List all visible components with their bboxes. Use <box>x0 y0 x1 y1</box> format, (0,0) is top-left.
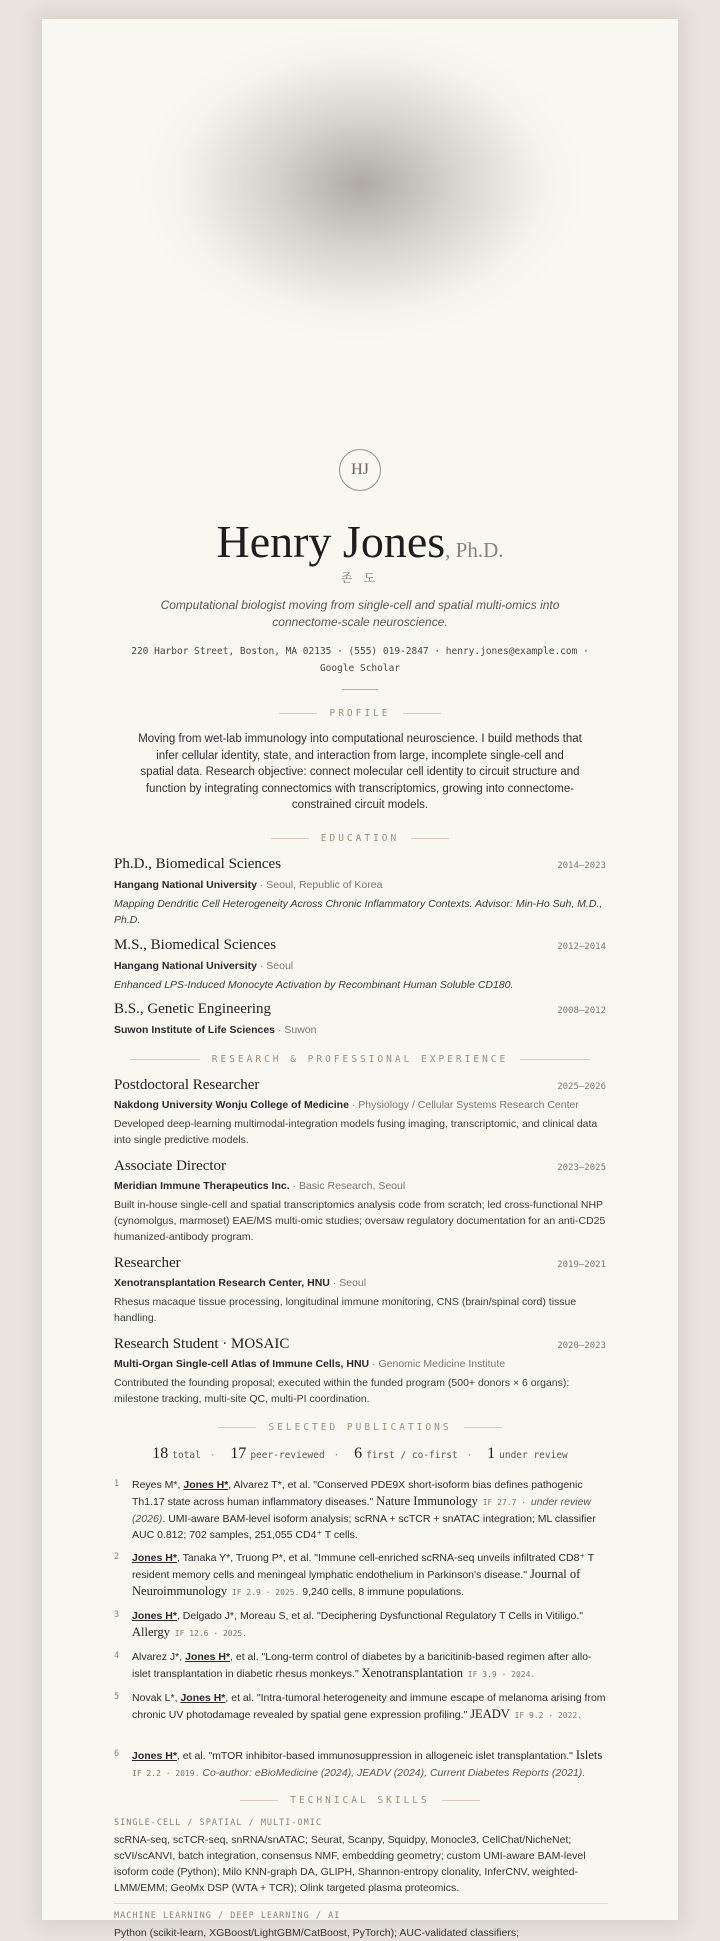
section-header-publications: SELECTED PUBLICATIONS <box>42 1420 678 1434</box>
publication-number: 5 <box>114 1692 120 1702</box>
publication-citation: Jones H*, et al. "mTOR inhibitor-based immunosuppression in allogeneic islet transplantation." Islets IF 2.2 · 2019. Co-author: eBioMedicine (2024), JEADV (2024), Current Diabetes Reports (2021). <box>132 1748 603 1779</box>
journal-name: Journal of Neuroimmunology <box>132 1567 581 1598</box>
profile-summary: Moving from wet-lab immunology into computational neuroscience. I build methods that infer cellular identity, state, and interaction from large, incomplete single-cell and spatial data. Research objective: connect molecular cell identity to circuit structure and function by integrating connectomics with transcriptomics, growing into connectome-constrained circuit models. <box>138 733 582 811</box>
experience-description: Rhesus macaque tissue processing, longitudinal immune monitoring, CNS (brain/spinal cord) tissue handling. <box>114 1296 577 1324</box>
self-author: Jones H* <box>132 1610 177 1622</box>
education-degree: Ph.D., Biomedical Sciences <box>114 856 282 872</box>
experience-org: Nakdong University Wonju College of Medicine · Physiology / Cellular Systems Research Center <box>114 1099 579 1111</box>
publication-citation: Novak L*, Jones H*, et al. "Intra-tumoral heterogeneity and immune escape of melanoma arising from chronic UV photodamage revealed by spatial gene expression profiling." JEADV IF 9.2 · 2022. <box>132 1692 606 1721</box>
experience-dates: 2023–2025 <box>557 1163 606 1173</box>
divider <box>342 689 378 690</box>
journal-name: Xenotransplantation <box>361 1666 463 1680</box>
resume-page <box>42 19 678 1939</box>
section-header-education: EDUCATION <box>42 831 678 845</box>
stat-label: total <box>172 1450 201 1461</box>
section-header-profile: PROFILE <box>42 706 678 720</box>
experience-description: Built in-house single-cell and spatial transcriptomics analysis code from scratch; led cross-functional NHP (cynomolgus, marmoset) EAE/MS multi-omic studies; oversaw regulatory documentation for an anti-CD25 humanized-antibody program. <box>114 1199 606 1243</box>
section-rule <box>271 838 309 839</box>
education-degree: M.S., Biomedical Sciences <box>114 937 277 953</box>
publication-citation: Alvarez J*, Jones H*, et al. "Long-term control of diabetes by a baricitinib-based regimen after allo-islet transplantation in diabetic rhesus monkeys." Xenotransplantation IF 3.9 · 2024. <box>132 1651 592 1680</box>
stat-number: 6 <box>354 1445 363 1462</box>
education-degree: B.S., Genetic Engineering <box>114 1001 272 1017</box>
candidate-name <box>42 515 678 568</box>
journal-name: Allergy <box>132 1625 170 1639</box>
skill-category: MACHINE LEARNING / DEEP LEARNING / AI <box>114 1911 341 1921</box>
publication-item <box>114 1550 608 1601</box>
publication-number: 1 <box>114 1479 120 1489</box>
education-school: Suwon Institute of Life Sciences · Suwon <box>114 1024 317 1036</box>
blurred-portrait-photo <box>142 29 582 339</box>
experience-role: Research Student · MOSAIC <box>114 1336 290 1352</box>
publication-number: 2 <box>114 1552 120 1562</box>
experience-dates: 2025–2026 <box>557 1082 606 1092</box>
section-header-experience: RESEARCH & PROFESSIONAL EXPERIENCE <box>42 1052 678 1066</box>
publication-citation: Reyes M*, Jones H*, Alvarez T*, et al. "Conserved PDE9X short-isoform bias defines pathogenic Th1.17 state across human inflammatory diseases." Nature Immunology IF 27.7 · under review (2026). UMI-aware BAM-level isoform analysis; scRNA + scTCR + snATAC integration; ML classifier AUC 0.812; 702 samples, 251,055 CD4⁺ T cells. <box>132 1479 596 1541</box>
stat-label: under review <box>499 1450 568 1461</box>
publication-item <box>114 1747 608 1782</box>
section-rule <box>442 1800 480 1801</box>
publication-item <box>114 1649 608 1683</box>
experience-role: Postdoctoral Researcher <box>114 1077 260 1093</box>
stat-label: peer-reviewed <box>250 1450 325 1461</box>
education-dates: 2014–2023 <box>557 861 606 871</box>
korean-name: 존 도 <box>340 571 380 585</box>
publication-item <box>114 1690 608 1724</box>
self-author: Jones H* <box>183 1479 229 1491</box>
publication-number: 4 <box>114 1651 120 1661</box>
section-rule <box>464 1427 502 1428</box>
self-author: Jones H* <box>180 1692 226 1704</box>
section-rule <box>130 1059 200 1060</box>
monogram-badge: HJ <box>339 449 381 491</box>
education-school: Hangang National University · Seoul, Republic of Korea <box>114 879 383 891</box>
section-rule <box>403 713 441 714</box>
stat-number: 18 <box>152 1445 169 1462</box>
publication-number: 3 <box>114 1610 120 1620</box>
impact-factor: IF 3.9 · 2024. <box>462 1670 536 1679</box>
education-school: Hangang National University · Seoul <box>114 960 294 972</box>
tagline: Computational biologist moving from single-cell and spatial multi-omics into connectome-scale neuroscience. <box>160 598 560 629</box>
education-dates: 2012–2014 <box>557 942 606 952</box>
stat-label: first / co-first <box>366 1450 458 1461</box>
skill-divider <box>114 1903 608 1904</box>
publication-stats: 18 total · 17 peer-reviewed · 6 first / co-first · 1 under review <box>152 1445 568 1462</box>
publication-number: 6 <box>114 1749 120 1759</box>
experience-org: Xenotransplantation Research Center, HNU · Seoul <box>114 1277 367 1289</box>
self-author: Jones H* <box>185 1651 231 1663</box>
section-rule <box>411 838 449 839</box>
impact-factor: IF 2.2 · 2019. <box>132 1769 200 1778</box>
experience-org: Meridian Immune Therapeutics Inc. · Basic Research, Seoul <box>114 1180 406 1192</box>
education-note: Mapping Dendritic Cell Heterogeneity Across Chronic Inflammatory Contexts. Advisor: Min-Ho Suh, M.D., Ph.D. <box>114 898 603 926</box>
name-text: Henry Jones <box>216 516 446 567</box>
contact-line: 220 Harbor Street, Boston, MA 02135 · (555) 019-2847 · henry.jones@example.com · <box>131 646 589 657</box>
experience-role: Researcher <box>114 1255 181 1271</box>
stat-number: 1 <box>487 1445 496 1462</box>
self-author: Jones H* <box>132 1750 177 1762</box>
experience-description: Contributed the founding proposal; executed within the funded program (500+ donors × 6 organs): milestone tracking, multi-site QC, multi-PI coordination. <box>114 1377 570 1405</box>
journal-name: Islets <box>575 1748 603 1762</box>
experience-dates: 2019–2021 <box>557 1260 606 1270</box>
google-scholar-link[interactable]: Google Scholar <box>319 663 401 674</box>
journal-name: JEADV <box>470 1707 510 1721</box>
publication-citation: Jones H*, Tanaka Y*, Truong P*, et al. "Immune cell-enriched scRNA-seq unveils infiltrated CD8⁺ T resident memory cells and meningeal lymphatic endothelium in Parkinson's disease." Journal of Neuroimmunology IF 2.9 · 2025. 9,240 cells, 8 immune populations. <box>132 1552 594 1598</box>
publication-citation: Jones H*, Delgado J*, Moreau S, et al. "Deciphering Dysfunctional Regulatory T Cells in Vitiligo." Allergy IF 12.6 · 2025. <box>132 1610 584 1639</box>
publication-status: under review (2026) <box>132 1496 591 1525</box>
impact-factor: IF 12.6 · 2025. <box>169 1629 248 1638</box>
publication-item <box>114 1477 608 1543</box>
section-rule <box>240 1800 278 1801</box>
impact-factor: IF 27.7 · <box>477 1498 531 1507</box>
publication-item <box>114 1608 608 1642</box>
education-dates: 2008–2012 <box>557 1006 606 1016</box>
skill-category: SINGLE-CELL / SPATIAL / MULTI-OMIC <box>114 1818 322 1828</box>
impact-factor: IF 2.9 · 2025. <box>227 1588 300 1597</box>
section-rule <box>279 713 317 714</box>
experience-role: Associate Director <box>114 1158 227 1174</box>
education-note: Enhanced LPS-Induced Monocyte Activation by Recombinant Human Soluble CD180. <box>114 979 514 991</box>
self-author: Jones H* <box>132 1552 177 1564</box>
co-author-note: Co-author: eBioMedicine (2024), JEADV (2024), Current Diabetes Reports (2021). <box>199 1767 586 1779</box>
experience-description: Developed deep-learning multimodal-integration models fusing imaging, transcriptomic, and clinical data into single predictive models. <box>114 1118 598 1146</box>
section-rule <box>520 1059 590 1060</box>
section-rule <box>218 1427 256 1428</box>
experience-dates: 2020–2023 <box>557 1341 606 1351</box>
impact-factor: IF 9.2 · 2022. <box>509 1711 583 1720</box>
stat-number: 17 <box>230 1445 247 1462</box>
skill-list: Python (scikit-learn, XGBoost/LightGBM/CatBoost, PyTorch); AUC-validated classifiers; <box>114 1927 519 1939</box>
experience-org: Multi-Organ Single-cell Atlas of Immune Cells, HNU · Genomic Medicine Institute <box>114 1358 506 1370</box>
section-header-skills: TECHNICAL SKILLS <box>42 1793 678 1807</box>
journal-name: Nature Immunology <box>376 1494 478 1508</box>
contact-info <box>82 643 638 677</box>
skill-list: scRNA-seq, scTCR-seq, snRNA/snATAC; Seurat, Scanpy, Squidpy, Monocle3, CellChat/NicheNet; scVI/scANVI, batch integration, consensus NMF, embedding geometry; custom UMI-aware BAM-level isoform code (Python); Milo KNN-graph DA, GLIPH, Shannon-entropy clonality, InferCNV, weighted-LMM/EMM; GeoMx DSP (WTA + TCR); Olink targeted plasma proteomics. <box>114 1834 586 1894</box>
name-suffix: , Ph.D. <box>445 538 504 562</box>
